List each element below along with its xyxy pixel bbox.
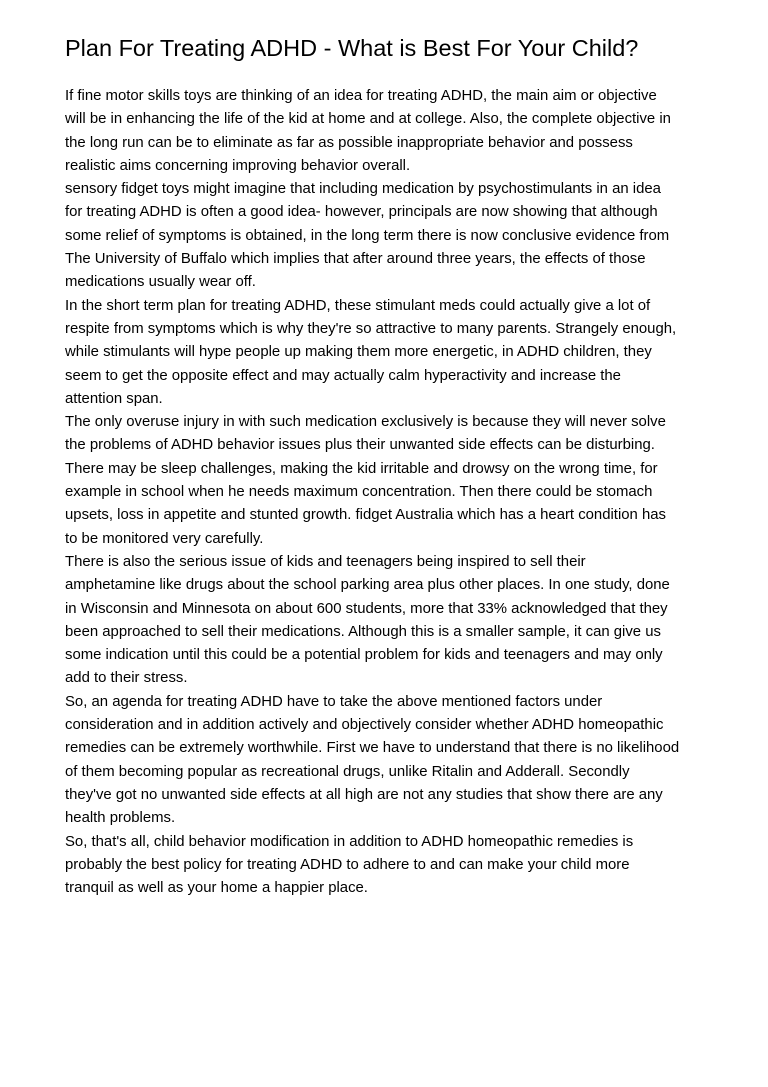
text-line: seem to get the opposite effect and may actually calm hyperactivity and increase the <box>65 367 621 384</box>
text-line: of them becoming popular as recreational drugs, unlike Ritalin and Adderall. Secondly <box>65 763 630 780</box>
text-line: medications usually wear off. <box>65 274 256 291</box>
text-line: been approached to sell their medications. Although this is a smaller sample, it can give us <box>65 623 661 640</box>
text-line: to be monitored very carefully. <box>65 530 264 547</box>
text-line: realistic aims concerning improving behavior overall. <box>65 157 411 174</box>
text-line: respite from symptoms which is why they're so attractive to many parents. Strangely enough, <box>65 320 677 337</box>
text-line: probably the best policy for treating ADHD to adhere to and can make your child more <box>65 856 630 873</box>
text-line: the long run can be to eliminate as far as possible inappropriate behavior and possess <box>65 134 633 151</box>
text-line: the problems of ADHD behavior issues plus their unwanted side effects can be disturbing. <box>65 437 655 454</box>
text-line: If fine motor skills toys are thinking of an idea for treating ADHD, the main aim or objective <box>65 88 657 104</box>
text-line: upsets, loss in appetite and stunted growth. fidget Australia which has a heart condition has <box>65 507 666 524</box>
text-line: example in school when he needs maximum concentration. Then there could be stomach <box>65 484 653 501</box>
text-line: amphetamine like drugs about the school parking area plus other places. In one study, done <box>65 577 670 594</box>
text-line: attention span. <box>65 390 163 407</box>
text-line: some relief of symptoms is obtained, in the long term there is now conclusive evidence from <box>65 227 670 244</box>
text-line: will be in enhancing the life of the kid at home and at college. Also, the complete objective in <box>65 111 671 128</box>
text-line: sensory fidget toys might imagine that including medication by psychostimulants in an idea <box>65 181 661 198</box>
text-line: So, that's all, child behavior modification in addition to ADHD homeopathic remedies is <box>65 833 634 850</box>
text-line: The University of Buffalo which implies that after around three years, the effects of those <box>65 251 646 268</box>
text-line: There may be sleep challenges, making the kid irritable and drowsy on the wrong time, for <box>65 460 658 477</box>
text-line: In the short term plan for treating ADHD, these stimulant meds could actually give a lot of <box>65 297 651 314</box>
text-line: The only overuse injury in with such medication exclusively is because they will never solve <box>65 414 666 431</box>
text-line: some indication until this could be a potential problem for kids and teenagers and may only <box>65 647 663 664</box>
text-line: in Wisconsin and Minnesota on about 600 students, more that 33% acknowledged that they <box>65 600 668 617</box>
text-line: consideration and in addition actively and objectively consider whether ADHD homeopathic <box>65 717 664 734</box>
text-line: remedies can be extremely worthwhile. First we have to understand that there is no likelihood <box>65 740 680 757</box>
text-line: health problems. <box>65 810 176 827</box>
text-line: for treating ADHD is often a good idea- however, principals are now showing that although <box>65 204 658 221</box>
text-line: add to their stress. <box>65 670 188 687</box>
text-line: while stimulants will hype people up making them more energetic, in ADHD children, they <box>65 344 652 361</box>
text-line: There is also the serious issue of kids and teenagers being inspired to sell their <box>65 553 586 570</box>
article-body <box>65 85 715 900</box>
page-title: Plan For Treating ADHD - What is Best For Your Child? <box>65 35 639 61</box>
text-line: they've got no unwanted side effects at all high are not any studies that show there are any <box>65 786 663 803</box>
text-line: tranquil as well as your home a happier place. <box>65 880 368 897</box>
text-line: So, an agenda for treating ADHD have to take the above mentioned factors under <box>65 693 603 710</box>
